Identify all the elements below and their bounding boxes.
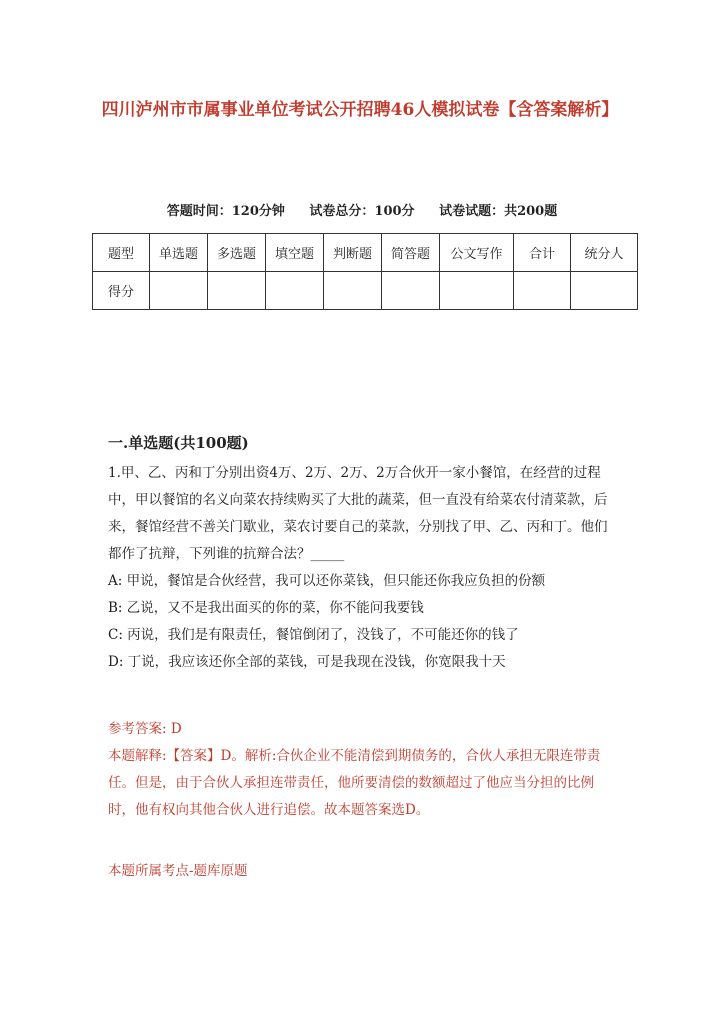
score-cell [266, 272, 324, 310]
score-header-cell: 填空题 [266, 234, 324, 272]
section-heading: 一.单选题(共100题) [108, 434, 249, 452]
option-d: D: 丁说，我应该还你全部的菜钱，可是我现在没钱，你宽限我十天 [108, 654, 506, 670]
score-cell [514, 272, 571, 310]
exam-time: 答题时间：120分钟 [166, 204, 285, 219]
score-header-cell: 题型 [93, 234, 150, 272]
score-header-cell: 公文写作 [440, 234, 514, 272]
score-table-score-row [93, 272, 638, 310]
score-header-cell: 多选题 [208, 234, 266, 272]
answer-explanation: 本题解释:【答案】D。解析:合伙企业不能清偿到期债务的，合伙人承担无限连带责任。但是，由于合伙人承担连带责任，他所要清偿的数额超过了他应当分担的比例时，他有权向其他合伙人进行追偿。故本题答案选D。 [108, 748, 601, 818]
score-header-cell: 判断题 [324, 234, 382, 272]
score-cell [150, 272, 208, 310]
score-cell [208, 272, 266, 310]
score-cell [571, 272, 638, 310]
score-header-cell: 单选题 [150, 234, 208, 272]
score-header-cell: 合计 [514, 234, 571, 272]
exam-question-count: 试卷试题：共200题 [439, 204, 558, 219]
score-header-cell: 简答题 [382, 234, 440, 272]
question-topic: 本题所属考点-题库原题 [108, 863, 248, 879]
score-table [92, 233, 638, 310]
score-header-cell: 统分人 [571, 234, 638, 272]
score-cell [324, 272, 382, 310]
exam-meta [92, 200, 632, 219]
document-title: 四川泸州市市属事业单位考试公开招聘46人模拟试卷【含答案解析】 [101, 100, 619, 120]
exam-total-score: 试卷总分：100分 [309, 204, 415, 219]
reference-answer: 参考答案: D [108, 721, 182, 737]
option-b: B: 乙说，又不是我出面买的你的菜，你不能问我要钱 [108, 600, 424, 616]
score-cell [440, 272, 514, 310]
question-stem: 1.甲、乙、丙和丁分别出资4万、2万、2万、2万合伙开一家小餐馆，在经营的过程中，甲以餐馆的名义向菜农持续购买了大批的蔬菜，但一直没有给菜农付清菜款，后来，餐馆经营不善关门歇业，菜农讨要自己的菜款，分别找了甲、乙、丙和丁。他们都作了抗辩，下列谁的抗辩合法？_____ [108, 465, 608, 562]
score-cell [382, 272, 440, 310]
score-row-label: 得分 [93, 272, 150, 310]
option-c: C: 丙说，我们是有限责任，餐馆倒闭了，没钱了，不可能还你的钱了 [108, 627, 519, 643]
score-table-header-row [93, 234, 638, 272]
option-a: A: 甲说，餐馆是合伙经营，我可以还你菜钱，但只能还你我应负担的份额 [108, 573, 546, 589]
